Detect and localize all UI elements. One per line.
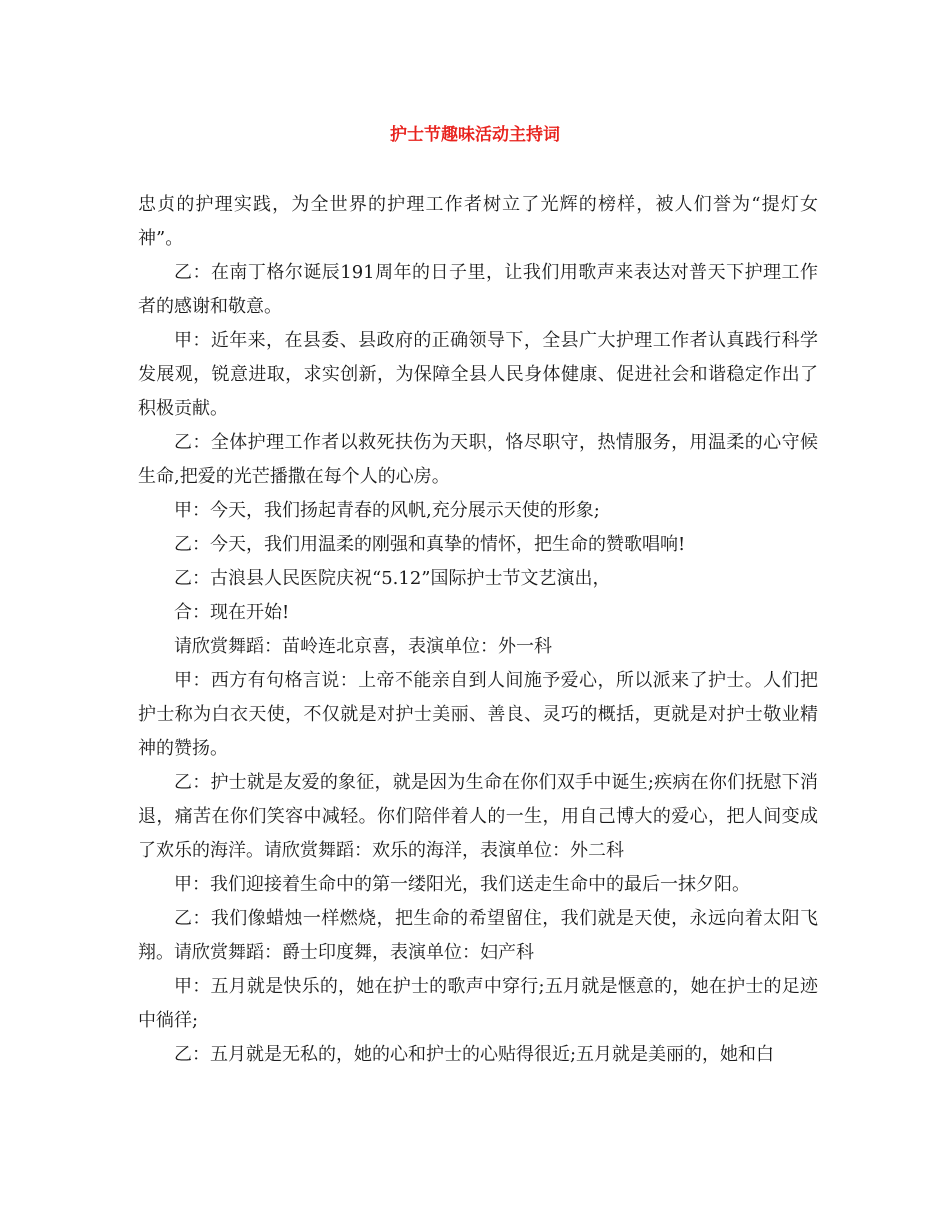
paragraph-9: 请欣赏舞蹈：苗岭连北京喜，表演单位：外一科	[174, 636, 552, 657]
paragraph-8: 合：现在开始!	[174, 602, 290, 623]
paragraph-10: 甲：西方有句格言说：上帝不能亲自到人间施予爱心，所以派来了护士。人们把护士称为白衣天使，不仅就是对护士美丽、善良、灵巧的概括，更就是对护士敬业精神的赞扬。	[138, 670, 818, 759]
paragraph-14: 甲：五月就是快乐的，她在护士的歌声中穿行;五月就是惬意的，她在护士的足迹中徜徉;	[138, 976, 818, 1031]
paragraph-2: 乙：在南丁格尔诞辰191周年的日子里，让我们用歌声来表达对普天下护理工作者的感谢和敬意。	[138, 262, 818, 317]
paragraph-6: 乙：今天，我们用温柔的刚强和真挚的情怀，把生命的赞歌唱响!	[174, 534, 686, 555]
paragraph-3: 甲：近年来，在县委、县政府的正确领导下，全县广大护理工作者认真践行科学发展观，锐意进取，求实创新，为保障全县人民身体健康、促进社会和谐稳定作出了积极贡献。	[138, 330, 818, 419]
document-body	[138, 188, 818, 1072]
paragraph-12: 甲：我们迎接着生命中的第一缕阳光，我们送走生命中的最后一抹夕阳。	[174, 874, 750, 895]
paragraph-4: 乙：全体护理工作者以救死扶伤为天职，恪尽职守，热情服务，用温柔的心守候生命,把爱的光芒播撒在每个人的心房。	[138, 432, 818, 487]
paragraph-15: 乙：五月就是无私的，她的心和护士的心贴得很近;五月就是美丽的，她和白	[174, 1044, 775, 1065]
paragraph-11: 乙：护士就是友爱的象征，就是因为生命在你们双手中诞生;疾病在你们抚慰下消退，痛苦在你们笑容中减轻。你们陪伴着人的一生，用自己博大的爱心，把人间变成了欢乐的海洋。请欣赏舞蹈：欢乐的海洋，表演单位：外二科	[138, 772, 818, 861]
document-title: 护士节趣味活动主持词	[390, 125, 560, 145]
paragraph-1: 忠贞的护理实践，为全世界的护理工作者树立了光辉的榜样，被人们誉为“提灯女神”。	[138, 194, 818, 249]
paragraph-7: 乙：古浪县人民医院庆祝“5.12”国际护士节文艺演出，	[174, 568, 611, 589]
paragraph-13: 乙：我们像蜡烛一样燃烧，把生命的希望留住，我们就是天使，永远向着太阳飞翔。请欣赏舞蹈：爵士印度舞，表演单位：妇产科	[138, 908, 818, 963]
paragraph-5: 甲：今天，我们扬起青春的风帆,充分展示天使的形象;	[174, 500, 600, 521]
